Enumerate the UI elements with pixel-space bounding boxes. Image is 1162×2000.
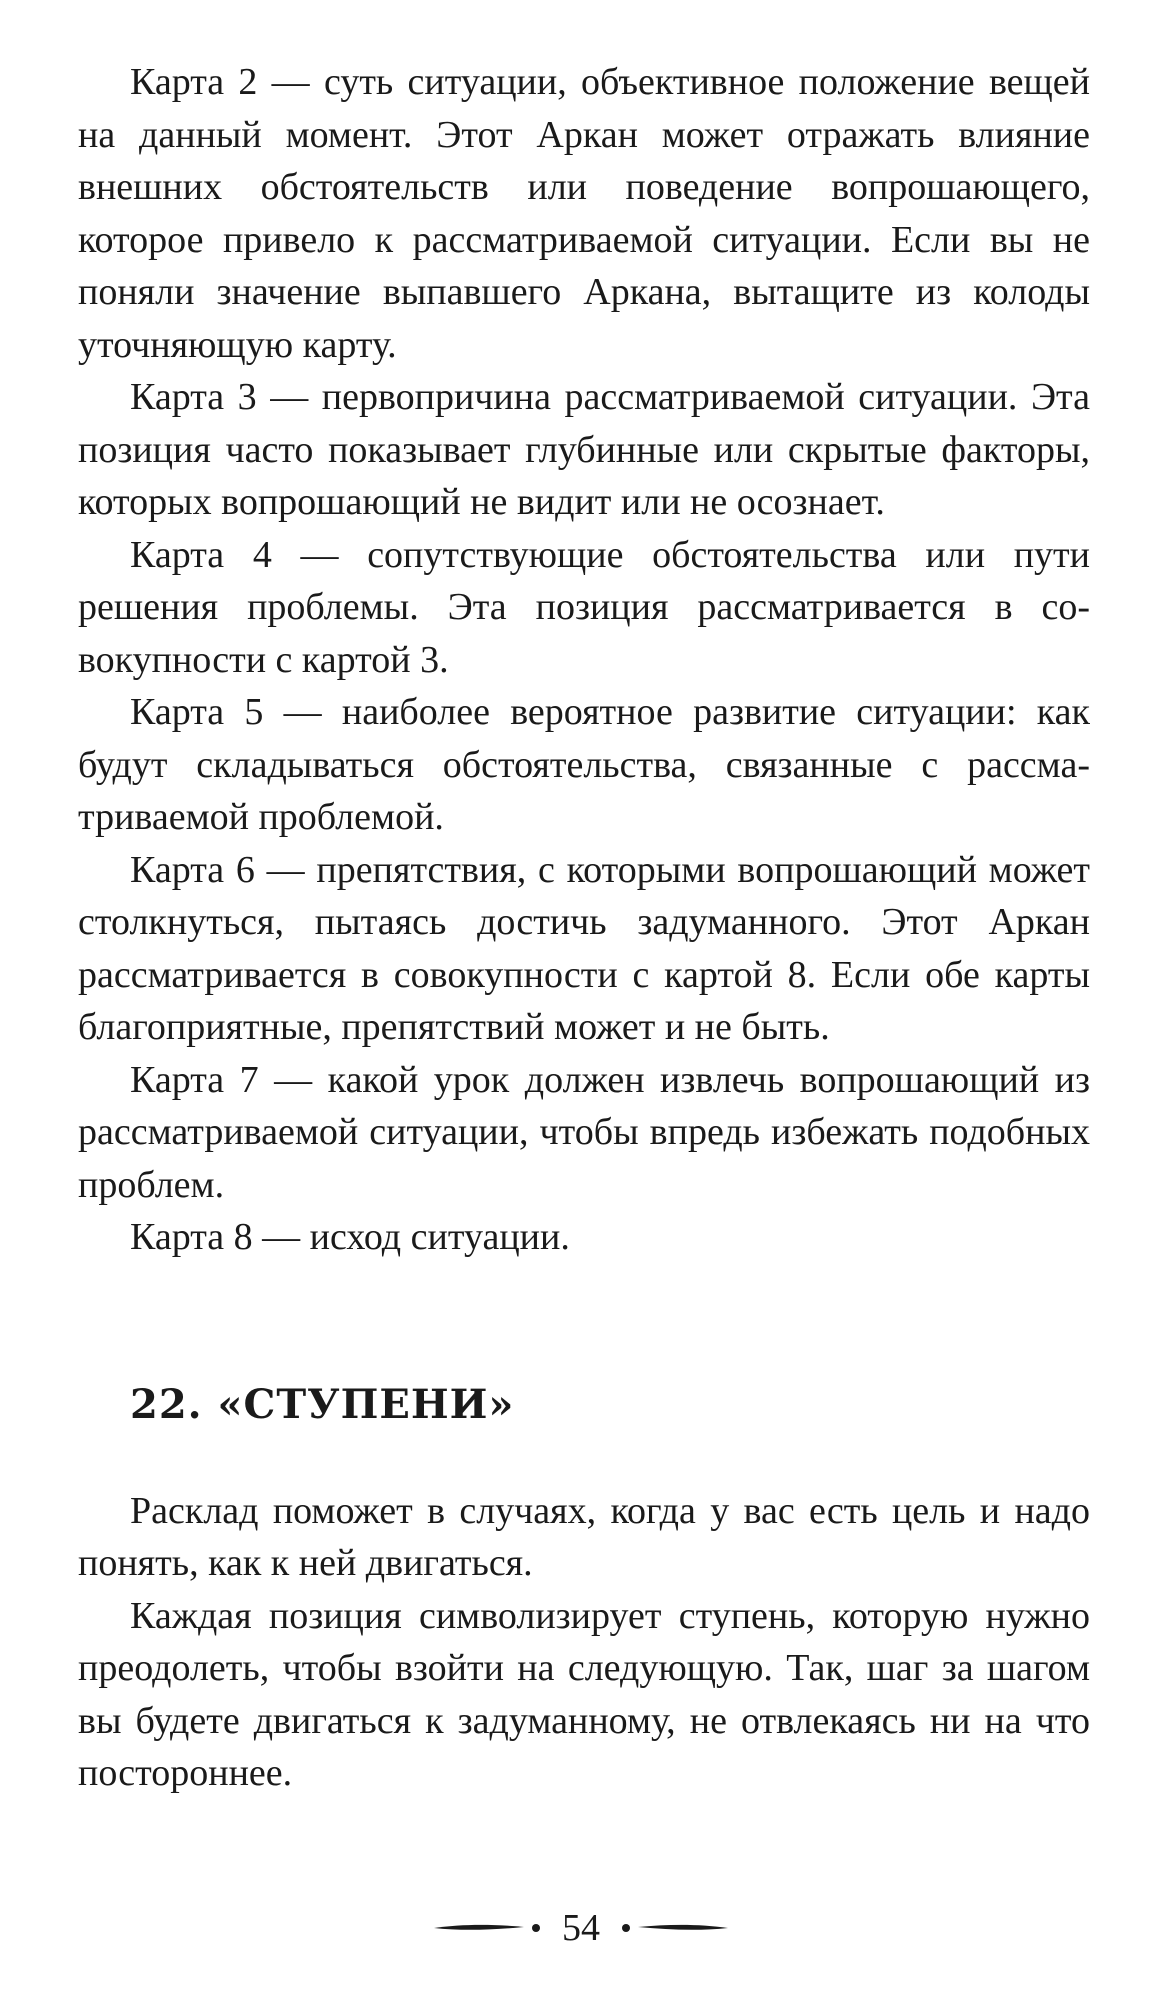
paragraph-card-3: Карта 3 — первопричина рассматриваемой ситуации. Эта позиция часто показывает глубинные или скрытые факторы, которых вопрошающий не видит или не осознает. — [78, 376, 1090, 523]
paragraph-card-5: Карта 5 — наиболее вероятное развитие ситуации: как будут складываться обстоятельства, связанные с рассматриваемой проблемой. — [78, 691, 1090, 838]
paragraph-card-4: Карта 4 — сопутствующие обстоятельства или пути решения проблемы. Эта позиция рассматривается в совокупности с картой 3. — [78, 533, 1090, 681]
section-spacer — [78, 1264, 1090, 1379]
left-ornament-icon — [432, 1918, 544, 1938]
page-number: 54 — [562, 1907, 600, 1949]
page-footer — [0, 1898, 1162, 1958]
right-ornament-icon — [618, 1918, 730, 1938]
paragraph-intro: Расклад поможет в случаях, когда у вас есть цель и надо понять, как к ней двигаться. — [78, 1489, 1090, 1584]
paragraph-card-2: Карта 2 — суть ситуации, объективное положение вещей на данный момент. Этот Аркан может отражать влияние внешних обстоятельств или поведение вопрошающего, которое привело к рассматриваемой ситуации. Если вы не поняли значение выпавшего Аркана, вытащите из колоды уточняющую карту. — [78, 61, 1090, 366]
paragraph-positions: Каждая позиция символизирует ступень, которую нужно преодолеть, чтобы взойти на следующую. Так, шаг за шагом вы будете двигаться к задуманному, не отвлекаясь ни на что постороннее. — [78, 1594, 1090, 1794]
book-page — [78, 56, 1090, 1800]
paragraph-card-7: Карта 7 — какой урок должен извлечь вопрошающий из рассматриваемой ситуации, чтобы впредь избежать подобных проблем. — [78, 1058, 1090, 1206]
paragraph-card-8: Карта 8 — исход ситуации. — [130, 1216, 570, 1258]
section-heading: 22. «СТУПЕНИ» — [130, 1380, 515, 1428]
paragraph-card-6: Карта 6 — препятствия, с которыми вопрошающий может столкнуться, пытаясь достичь задуманного. Этот Аркан рассматривается в совокупности с картой 8. Если обе карты благоприятные, препятствий может и не быть. — [78, 848, 1090, 1048]
